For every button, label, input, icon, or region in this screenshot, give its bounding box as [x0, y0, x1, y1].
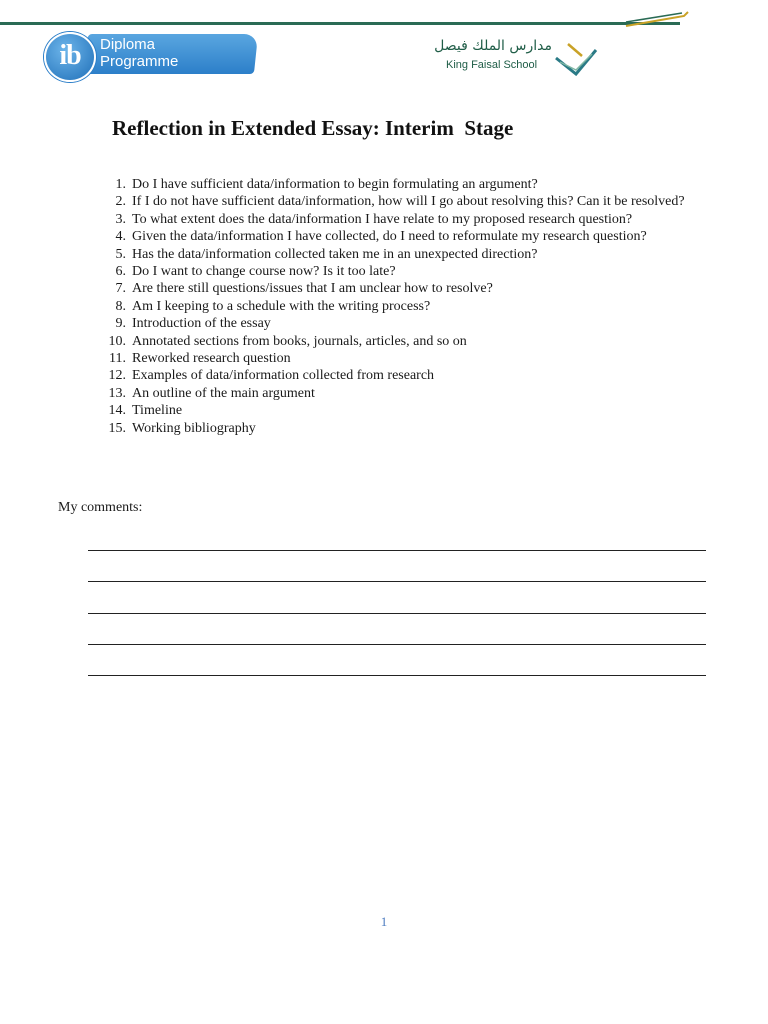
ib-logo-text [100, 36, 178, 70]
page-number: 1 [380, 914, 388, 929]
question-number: 4. [115, 229, 126, 245]
question-text: Do I want to change course now? Is it too late? [132, 264, 396, 280]
question-text: Are there still questions/issues that I am unclear how to resolve? [132, 281, 493, 297]
question-item [98, 315, 698, 332]
question-item [98, 402, 698, 419]
king-faisal-school-logo [434, 38, 600, 78]
question-number: 11. [109, 351, 126, 367]
question-item [98, 350, 698, 367]
question-item [98, 246, 698, 263]
question-text: Given the data/information I have collected, do I need to reformulate my research question? [132, 229, 647, 245]
header-rule [0, 22, 680, 25]
question-text: To what extent does the data/information I have relate to my proposed research question? [132, 211, 633, 227]
question-number: 9. [115, 316, 126, 332]
question-text: Has the data/information collected taken me in an unexpected direction? [132, 246, 538, 262]
question-number: 13. [108, 385, 126, 401]
question-number: 5. [115, 246, 126, 262]
question-number: 7. [115, 281, 126, 297]
book-emblem-icon [552, 40, 600, 76]
question-text: Am I keeping to a schedule with the writing process? [132, 298, 431, 314]
question-item [98, 280, 698, 297]
question-number: 1. [115, 177, 126, 192]
question-text: Working bibliography [132, 420, 256, 436]
school-name-english: King Faisal School [446, 59, 538, 71]
question-item [98, 263, 698, 280]
question-number: 15. [108, 420, 126, 436]
question-number: 3. [115, 211, 126, 227]
question-number: 6. [115, 264, 126, 280]
question-number: 12. [108, 368, 126, 384]
comment-line[interactable] [88, 550, 706, 551]
question-item [98, 176, 698, 193]
question-text: If I do not have sufficient data/information, how will I go about resolving this? Can it be resolved? [132, 194, 685, 210]
question-item [98, 420, 698, 437]
question-number: 14. [108, 403, 126, 419]
ib-logo-line2: Programme [100, 53, 179, 70]
page-title: Reflection in Extended Essay: Interim Stage [112, 116, 514, 140]
question-number: 10. [108, 333, 126, 349]
school-name-arabic: مدارس الملك فيصل [434, 38, 552, 54]
question-number: 8. [115, 298, 126, 314]
question-item [98, 333, 698, 350]
question-item [98, 367, 698, 384]
question-text: Timeline [132, 403, 183, 419]
question-text: Introduction of the essay [132, 316, 271, 332]
ib-mark-icon: ib [44, 32, 96, 82]
comment-line[interactable] [88, 644, 706, 645]
question-item [98, 211, 698, 228]
question-item [98, 228, 698, 245]
question-item [98, 298, 698, 315]
comment-line[interactable] [88, 613, 706, 614]
question-text: Annotated sections from books, journals, articles, and so on [132, 333, 467, 349]
ib-diploma-logo [44, 32, 218, 78]
question-item [98, 385, 698, 402]
question-item [98, 193, 698, 210]
question-text: Examples of data/information collected from research [132, 368, 435, 384]
reflection-question-list [98, 176, 698, 437]
comment-line[interactable] [88, 581, 706, 582]
ib-logo-line1: Diploma [100, 36, 156, 53]
comment-line[interactable] [88, 675, 706, 676]
corner-accent-decoration [624, 10, 690, 28]
question-text: Do I have sufficient data/information to begin formulating an argument? [132, 177, 538, 192]
question-text: Reworked research question [132, 351, 291, 367]
question-number: 2. [115, 194, 126, 210]
comments-label: My comments: [58, 500, 143, 515]
question-text: An outline of the main argument [132, 385, 315, 401]
